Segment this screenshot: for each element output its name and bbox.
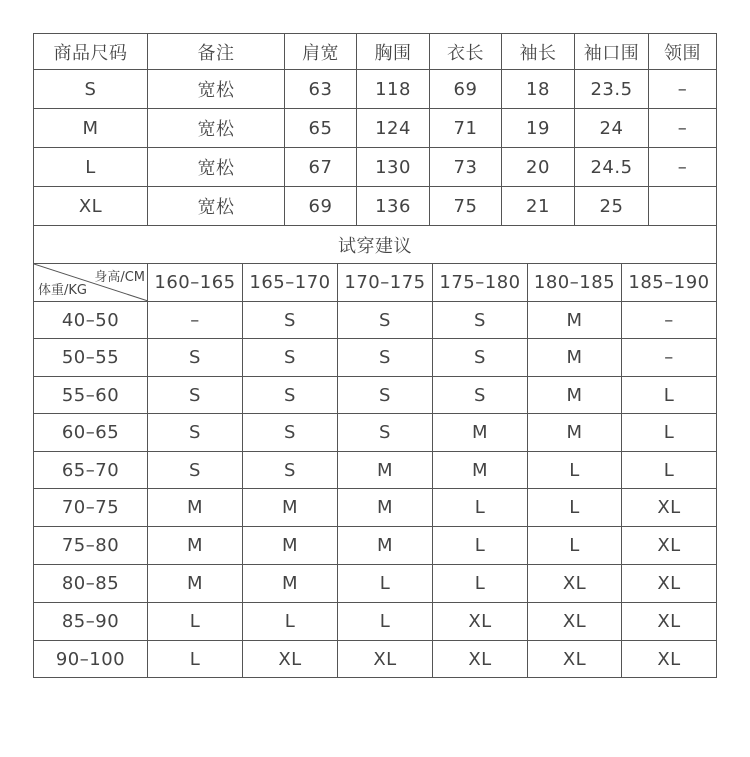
header-shoulder: 肩宽 (285, 33, 357, 70)
size-suggestion-cell: XL (528, 565, 622, 603)
size-suggestion-cell: L (433, 489, 528, 527)
sleeve-cell: 21 (502, 187, 575, 226)
size-suggestion-cell: S (433, 302, 528, 339)
size-suggestion-cell: L (433, 527, 528, 565)
sleeve-cell: 18 (502, 70, 575, 109)
weight-range-cell: 65–70 (33, 452, 148, 489)
size-suggestion-cell: L (528, 452, 622, 489)
length-cell: 69 (430, 70, 502, 109)
size-suggestion-cell: M (528, 302, 622, 339)
size-suggestion-cell: S (338, 377, 433, 414)
collar-cell (649, 187, 717, 226)
size-suggestion-cell: L (433, 565, 528, 603)
size-suggestion-cell: M (338, 452, 433, 489)
size-cell: S (33, 70, 148, 109)
length-cell: 75 (430, 187, 502, 226)
cuff-cell: 24.5 (575, 148, 649, 187)
height-range-header: 185–190 (622, 264, 717, 302)
collar-cell: – (649, 109, 717, 148)
size-suggestion-cell: M (243, 565, 338, 603)
weight-range-cell: 40–50 (33, 302, 148, 339)
length-cell: 73 (430, 148, 502, 187)
suggestion-row (33, 527, 717, 565)
suggestion-row (33, 377, 717, 414)
size-suggestion-cell: L (622, 452, 717, 489)
size-suggestion-cell: S (338, 339, 433, 377)
size-row-l (33, 148, 717, 187)
collar-cell: – (649, 148, 717, 187)
header-size: 商品尺码 (33, 33, 148, 70)
corner-height-label: 身高/CM (94, 270, 145, 285)
height-range-header: 165–170 (243, 264, 338, 302)
header-length: 衣长 (430, 33, 502, 70)
chest-cell: 136 (357, 187, 430, 226)
size-suggestion-cell: S (148, 452, 243, 489)
cuff-cell: 25 (575, 187, 649, 226)
size-chart (33, 33, 717, 678)
size-cell: L (33, 148, 148, 187)
size-suggestion-cell: M (243, 527, 338, 565)
suggestion-row (33, 565, 717, 603)
size-suggestion-cell: XL (622, 527, 717, 565)
sleeve-cell: 19 (502, 109, 575, 148)
suggestion-title: 试穿建议 (33, 226, 717, 264)
suggestion-row (33, 603, 717, 641)
shoulder-cell: 69 (285, 187, 357, 226)
size-suggestion-cell: L (622, 414, 717, 452)
size-suggestion-cell: S (433, 377, 528, 414)
size-suggestion-cell: S (433, 339, 528, 377)
weight-range-cell: 85–90 (33, 603, 148, 641)
size-suggestion-cell: M (148, 527, 243, 565)
size-suggestion-cell: XL (622, 489, 717, 527)
size-suggestion-cell: L (148, 603, 243, 641)
height-range-header: 175–180 (433, 264, 528, 302)
remark-cell: 宽松 (148, 109, 285, 148)
corner-header-cell (33, 264, 148, 302)
suggestion-row (33, 302, 717, 339)
size-suggestion-cell: M (243, 489, 338, 527)
weight-range-cell: 70–75 (33, 489, 148, 527)
size-row-xl (33, 187, 717, 226)
size-suggestion-cell: XL (528, 641, 622, 678)
size-suggestion-cell: XL (622, 641, 717, 678)
size-suggestion-cell: S (338, 414, 433, 452)
size-suggestion-cell: M (433, 452, 528, 489)
size-suggestion-cell: XL (338, 641, 433, 678)
header-remark: 备注 (148, 33, 285, 70)
height-range-header: 160–165 (148, 264, 243, 302)
size-suggestion-cell: L (243, 603, 338, 641)
size-cell: M (33, 109, 148, 148)
height-range-header: 180–185 (528, 264, 622, 302)
size-row-m (33, 109, 717, 148)
size-suggestion-cell: M (148, 565, 243, 603)
sleeve-cell: 20 (502, 148, 575, 187)
size-suggestion-cell: S (243, 339, 338, 377)
header-sleeve: 袖长 (502, 33, 575, 70)
header-cuff: 袖口围 (575, 33, 649, 70)
size-suggestion-cell: S (243, 377, 338, 414)
size-suggestion-cell: L (622, 377, 717, 414)
size-suggestion-cell: L (338, 603, 433, 641)
weight-range-cell: 90–100 (33, 641, 148, 678)
suggestion-row (33, 452, 717, 489)
suggestion-header-row (33, 264, 717, 302)
size-row-s (33, 70, 717, 109)
chest-cell: 130 (357, 148, 430, 187)
remark-cell: 宽松 (148, 187, 285, 226)
size-suggestion-cell: – (148, 302, 243, 339)
weight-range-cell: 75–80 (33, 527, 148, 565)
size-suggestion-cell: M (148, 489, 243, 527)
shoulder-cell: 65 (285, 109, 357, 148)
weight-range-cell: 50–55 (33, 339, 148, 377)
size-suggestion-cell: M (528, 414, 622, 452)
size-suggestion-cell: XL (433, 603, 528, 641)
size-suggestion-cell: XL (243, 641, 338, 678)
size-suggestion-cell: XL (433, 641, 528, 678)
chest-cell: 124 (357, 109, 430, 148)
header-collar: 领围 (649, 33, 717, 70)
remark-cell: 宽松 (148, 70, 285, 109)
corner-weight-label: 体重/KG (38, 283, 87, 298)
size-suggestion-cell: L (148, 641, 243, 678)
cuff-cell: 23.5 (575, 70, 649, 109)
weight-range-cell: 80–85 (33, 565, 148, 603)
size-suggestion-cell: M (528, 339, 622, 377)
size-cell: XL (33, 187, 148, 226)
size-suggestion-cell: M (338, 489, 433, 527)
collar-cell: – (649, 70, 717, 109)
size-suggestion-cell: L (338, 565, 433, 603)
size-suggestion-cell: S (338, 302, 433, 339)
suggestion-title-row (33, 226, 717, 264)
size-suggestion-cell: XL (622, 603, 717, 641)
weight-range-cell: 60–65 (33, 414, 148, 452)
chest-cell: 118 (357, 70, 430, 109)
size-suggestion-cell: S (148, 414, 243, 452)
size-suggestion-cell: S (243, 302, 338, 339)
shoulder-cell: 67 (285, 148, 357, 187)
size-suggestion-cell: XL (622, 565, 717, 603)
size-suggestion-cell: S (148, 339, 243, 377)
size-suggestion-cell: L (528, 527, 622, 565)
remark-cell: 宽松 (148, 148, 285, 187)
size-suggestion-cell: M (338, 527, 433, 565)
shoulder-cell: 63 (285, 70, 357, 109)
height-range-header: 170–175 (338, 264, 433, 302)
size-suggestion-cell: S (148, 377, 243, 414)
suggestion-row (33, 641, 717, 678)
size-suggestion-cell: S (243, 452, 338, 489)
header-chest: 胸围 (357, 33, 430, 70)
size-suggestion-cell: S (243, 414, 338, 452)
weight-range-cell: 55–60 (33, 377, 148, 414)
suggestion-row (33, 414, 717, 452)
size-suggestion-cell: M (433, 414, 528, 452)
suggestion-row (33, 489, 717, 527)
size-suggestion-cell: – (622, 339, 717, 377)
size-suggestion-cell: – (622, 302, 717, 339)
length-cell: 71 (430, 109, 502, 148)
size-table-header-row (33, 33, 717, 70)
size-suggestion-cell: L (528, 489, 622, 527)
suggestion-row (33, 339, 717, 377)
cuff-cell: 24 (575, 109, 649, 148)
size-suggestion-cell: XL (528, 603, 622, 641)
size-suggestion-cell: M (528, 377, 622, 414)
